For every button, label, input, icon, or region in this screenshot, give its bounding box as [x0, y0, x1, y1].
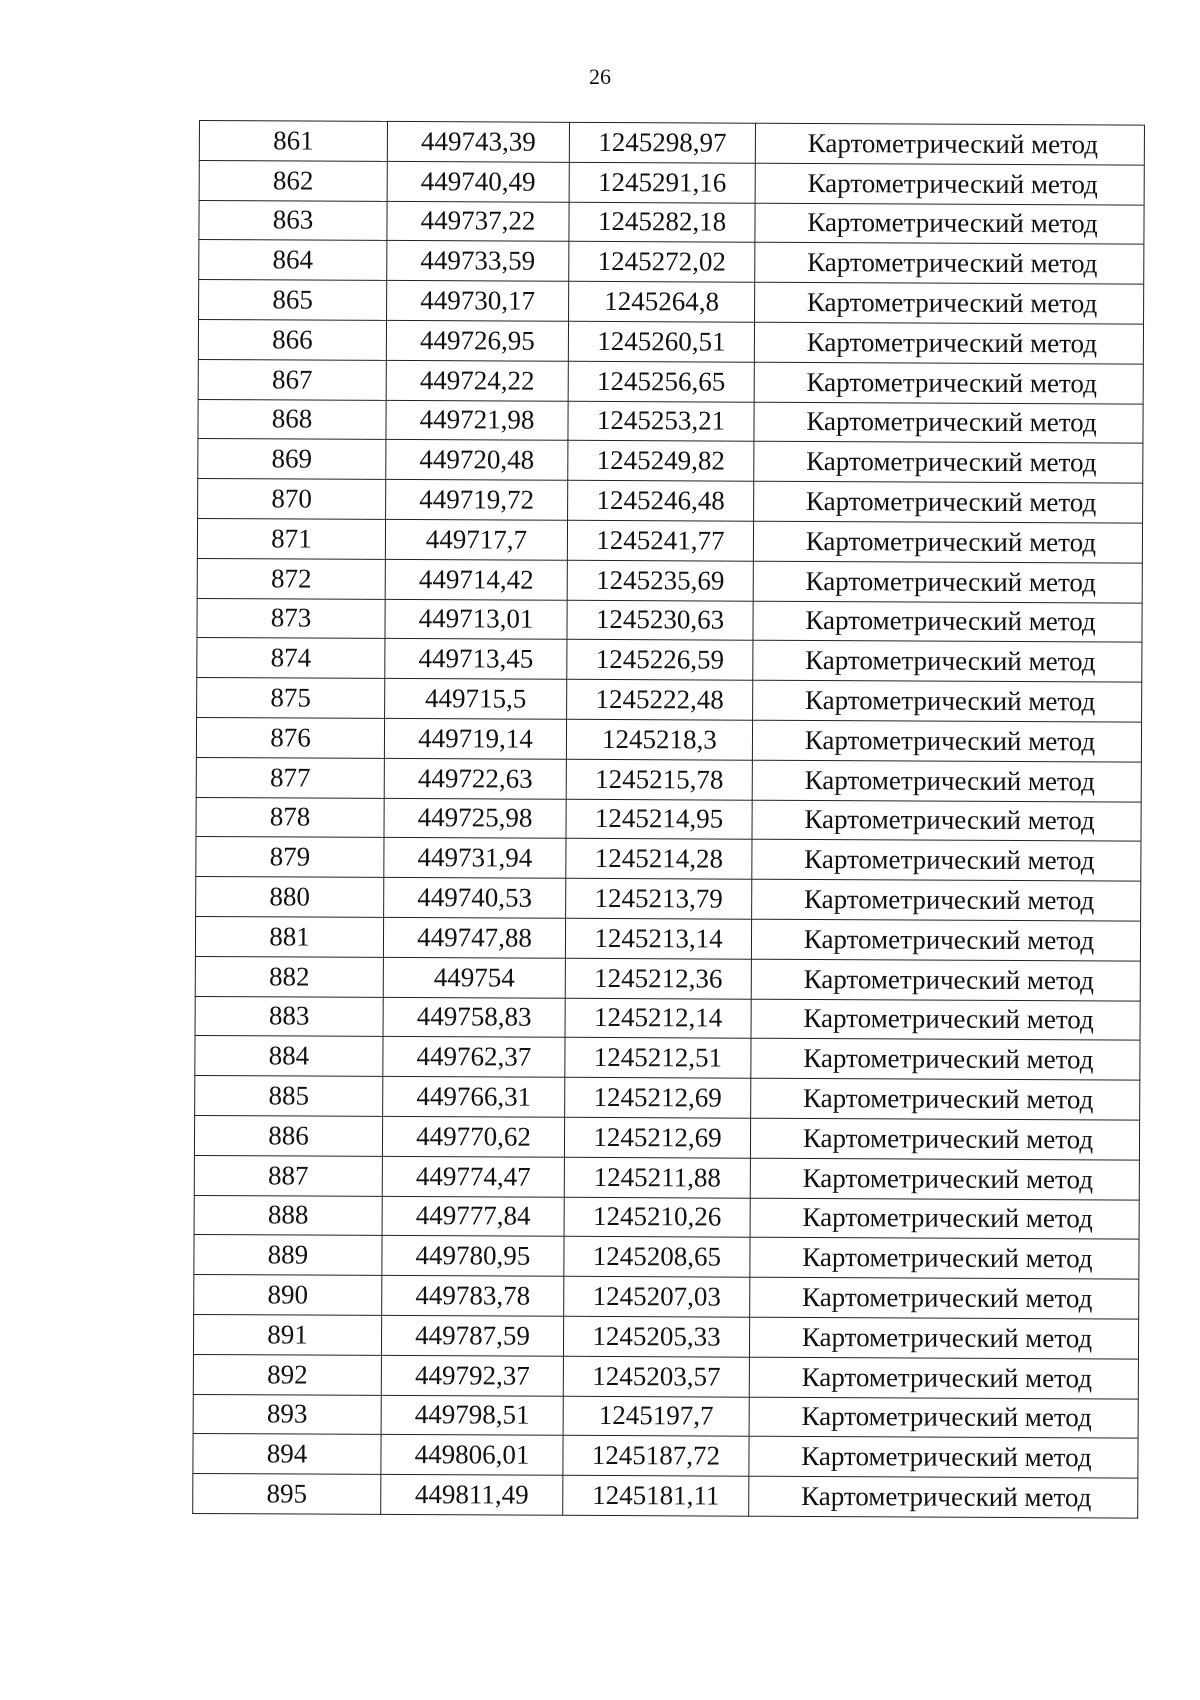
method-cell: Картометрический метод	[753, 680, 1142, 722]
point-number-cell: 872	[197, 558, 385, 599]
method-cell: Картометрический метод	[754, 481, 1143, 523]
y-coordinate-cell: 1245222,48	[567, 679, 753, 720]
point-number-cell: 870	[198, 479, 386, 520]
x-coordinate-cell: 449714,42	[385, 559, 567, 600]
x-coordinate-cell: 449766,31	[383, 1077, 565, 1118]
x-coordinate-cell: 449730,17	[387, 281, 569, 322]
point-number-cell: 883	[195, 996, 383, 1037]
point-number-cell: 891	[193, 1314, 381, 1355]
table-row	[198, 479, 1143, 523]
table-row	[195, 1036, 1140, 1080]
point-number-cell: 867	[198, 359, 386, 400]
table-row	[195, 956, 1140, 1000]
table-row	[199, 121, 1144, 165]
y-coordinate-cell: 1245211,88	[564, 1157, 750, 1198]
method-cell: Картометрический метод	[755, 243, 1144, 285]
point-number-cell: 868	[198, 399, 386, 440]
x-coordinate-cell: 449722,63	[384, 758, 566, 799]
x-coordinate-cell: 449740,53	[384, 878, 566, 919]
point-number-cell: 876	[196, 717, 384, 758]
x-coordinate-cell: 449770,62	[382, 1116, 564, 1157]
y-coordinate-cell: 1245181,11	[563, 1475, 749, 1516]
x-coordinate-cell: 449719,14	[384, 718, 566, 759]
y-coordinate-cell: 1245253,21	[568, 401, 754, 442]
point-number-cell: 871	[197, 518, 385, 559]
x-coordinate-cell: 449713,45	[385, 639, 567, 680]
page-number: 26	[589, 64, 611, 89]
table-row	[194, 1115, 1139, 1159]
table-row	[194, 1275, 1139, 1319]
x-coordinate-cell: 449720,48	[386, 440, 568, 481]
method-cell: Картометрический метод	[749, 1476, 1138, 1518]
method-cell: Картометрический метод	[750, 1158, 1139, 1200]
method-cell: Картометрический метод	[752, 800, 1141, 842]
point-number-cell: 869	[198, 439, 386, 480]
x-coordinate-cell: 449737,22	[387, 201, 569, 242]
x-coordinate-cell: 449733,59	[387, 241, 569, 282]
y-coordinate-cell: 1245272,02	[569, 242, 755, 283]
method-cell: Картометрический метод	[754, 402, 1143, 444]
table-row	[194, 1195, 1139, 1239]
y-coordinate-cell: 1245249,82	[568, 441, 754, 482]
point-number-cell: 862	[199, 160, 387, 201]
table-row	[194, 1235, 1139, 1279]
y-coordinate-cell: 1245197,7	[563, 1396, 749, 1437]
x-coordinate-cell: 449740,49	[387, 161, 569, 202]
coordinates-table	[192, 120, 1145, 1518]
method-cell: Картометрический метод	[753, 521, 1142, 563]
x-coordinate-cell: 449798,51	[381, 1395, 563, 1436]
table-row	[197, 598, 1142, 642]
coordinates-table-body	[193, 121, 1145, 1518]
y-coordinate-cell: 1245205,33	[563, 1316, 749, 1357]
x-coordinate-cell: 449726,95	[386, 320, 568, 361]
method-cell: Картометрический метод	[752, 840, 1141, 882]
method-cell: Картометрический метод	[750, 1118, 1139, 1160]
table-row	[193, 1314, 1138, 1358]
table-row	[199, 160, 1144, 204]
y-coordinate-cell: 1245212,69	[564, 1117, 750, 1158]
point-number-cell: 890	[194, 1275, 382, 1316]
table-row	[197, 678, 1142, 722]
x-coordinate-cell: 449780,95	[382, 1236, 564, 1277]
y-coordinate-cell: 1245214,28	[566, 839, 752, 880]
method-cell: Картометрический метод	[753, 641, 1142, 683]
method-cell: Картометрический метод	[754, 362, 1143, 404]
table-row	[199, 280, 1144, 324]
point-number-cell: 878	[196, 797, 384, 838]
table-row	[198, 399, 1143, 443]
table-row	[198, 359, 1143, 403]
table-row	[195, 916, 1140, 960]
x-coordinate-cell: 449806,01	[381, 1435, 563, 1476]
table-row	[196, 877, 1141, 921]
y-coordinate-cell: 1245282,18	[569, 202, 755, 243]
x-coordinate-cell: 449787,59	[381, 1315, 563, 1356]
method-cell: Картометрический метод	[752, 720, 1141, 762]
method-cell: Картометрический метод	[755, 163, 1144, 205]
x-coordinate-cell: 449719,72	[386, 480, 568, 521]
point-number-cell: 887	[194, 1155, 382, 1196]
y-coordinate-cell: 1245260,51	[568, 321, 754, 362]
point-number-cell: 880	[196, 877, 384, 918]
y-coordinate-cell: 1245218,3	[566, 719, 752, 760]
table-row	[196, 797, 1141, 841]
method-cell: Картометрический метод	[754, 322, 1143, 364]
table-row	[196, 837, 1141, 881]
x-coordinate-cell: 449743,39	[387, 121, 569, 162]
table-row	[195, 1076, 1140, 1120]
y-coordinate-cell: 1245212,69	[565, 1077, 751, 1118]
x-coordinate-cell: 449731,94	[384, 838, 566, 879]
table-row	[193, 1434, 1138, 1478]
y-coordinate-cell: 1245246,48	[568, 480, 754, 521]
y-coordinate-cell: 1245291,16	[569, 162, 755, 203]
y-coordinate-cell: 1245212,51	[565, 1038, 751, 1079]
table-row	[196, 717, 1141, 761]
point-number-cell: 863	[199, 200, 387, 241]
y-coordinate-cell: 1245226,59	[567, 640, 753, 681]
method-cell: Картометрический метод	[755, 123, 1144, 165]
point-number-cell: 889	[194, 1235, 382, 1276]
x-coordinate-cell: 449762,37	[383, 1037, 565, 1078]
y-coordinate-cell: 1245241,77	[567, 520, 753, 561]
point-number-cell: 894	[193, 1434, 381, 1475]
y-coordinate-cell: 1245212,14	[565, 998, 751, 1039]
y-coordinate-cell: 1245207,03	[564, 1276, 750, 1317]
point-number-cell: 882	[195, 956, 383, 997]
x-coordinate-cell: 449777,84	[382, 1196, 564, 1237]
y-coordinate-cell: 1245256,65	[568, 361, 754, 402]
x-coordinate-cell: 449754	[383, 957, 565, 998]
x-coordinate-cell: 449774,47	[382, 1156, 564, 1197]
method-cell: Картометрический метод	[750, 1238, 1139, 1280]
method-cell: Картометрический метод	[752, 760, 1141, 802]
y-coordinate-cell: 1245214,95	[566, 799, 752, 840]
point-number-cell: 866	[198, 319, 386, 360]
point-number-cell: 865	[199, 280, 387, 321]
x-coordinate-cell: 449724,22	[386, 360, 568, 401]
point-number-cell: 892	[193, 1354, 381, 1395]
method-cell: Картометрический метод	[754, 442, 1143, 484]
point-number-cell: 875	[197, 678, 385, 719]
y-coordinate-cell: 1245235,69	[567, 560, 753, 601]
point-number-cell: 873	[197, 598, 385, 639]
y-coordinate-cell: 1245213,14	[565, 918, 751, 959]
point-number-cell: 877	[196, 757, 384, 798]
table-row	[197, 558, 1142, 602]
method-cell: Картометрический метод	[751, 999, 1140, 1041]
y-coordinate-cell: 1245187,72	[563, 1436, 749, 1477]
table-row	[193, 1354, 1138, 1398]
y-coordinate-cell: 1245212,36	[565, 958, 751, 999]
table-row	[194, 1155, 1139, 1199]
point-number-cell: 881	[195, 916, 383, 957]
x-coordinate-cell: 449747,88	[383, 917, 565, 958]
table-row	[198, 319, 1143, 363]
x-coordinate-cell: 449783,78	[382, 1276, 564, 1317]
method-cell: Картометрический метод	[749, 1317, 1138, 1359]
table-row	[198, 439, 1143, 483]
x-coordinate-cell: 449725,98	[384, 798, 566, 839]
x-coordinate-cell: 449811,49	[381, 1474, 563, 1515]
y-coordinate-cell: 1245264,8	[569, 281, 755, 322]
point-number-cell: 893	[193, 1394, 381, 1435]
y-coordinate-cell: 1245208,65	[564, 1237, 750, 1278]
method-cell: Картометрический метод	[749, 1437, 1138, 1479]
x-coordinate-cell: 449715,5	[385, 679, 567, 720]
point-number-cell: 864	[199, 240, 387, 281]
y-coordinate-cell: 1245230,63	[567, 600, 753, 641]
method-cell: Картометрический метод	[749, 1397, 1138, 1439]
point-number-cell: 874	[197, 638, 385, 679]
method-cell: Картометрический метод	[749, 1357, 1138, 1399]
x-coordinate-cell: 449721,98	[386, 400, 568, 441]
table-row	[197, 518, 1142, 562]
table-row	[193, 1474, 1138, 1518]
method-cell: Картометрический метод	[750, 1277, 1139, 1319]
x-coordinate-cell: 449717,7	[385, 519, 567, 560]
point-number-cell: 886	[194, 1115, 382, 1156]
y-coordinate-cell: 1245203,57	[563, 1356, 749, 1397]
point-number-cell: 895	[193, 1474, 381, 1515]
method-cell: Картометрический метод	[750, 1198, 1139, 1240]
point-number-cell: 879	[196, 837, 384, 878]
method-cell: Картометрический метод	[752, 879, 1141, 921]
method-cell: Картометрический метод	[751, 959, 1140, 1001]
y-coordinate-cell: 1245213,79	[566, 878, 752, 919]
x-coordinate-cell: 449792,37	[381, 1355, 563, 1396]
point-number-cell: 888	[194, 1195, 382, 1236]
method-cell: Картометрический метод	[755, 282, 1144, 324]
y-coordinate-cell: 1245210,26	[564, 1197, 750, 1238]
method-cell: Картометрический метод	[755, 203, 1144, 245]
x-coordinate-cell: 449758,83	[383, 997, 565, 1038]
point-number-cell: 861	[199, 121, 387, 162]
point-number-cell: 885	[195, 1076, 383, 1117]
table-row	[195, 996, 1140, 1040]
method-cell: Картометрический метод	[753, 561, 1142, 603]
method-cell: Картометрический метод	[753, 601, 1142, 643]
y-coordinate-cell: 1245215,78	[566, 759, 752, 800]
method-cell: Картометрический метод	[751, 1039, 1140, 1081]
y-coordinate-cell: 1245298,97	[569, 122, 755, 163]
table-row	[197, 638, 1142, 682]
table-row	[196, 757, 1141, 801]
method-cell: Картометрический метод	[751, 1078, 1140, 1120]
point-number-cell: 884	[195, 1036, 383, 1077]
table-row	[199, 200, 1144, 244]
table-row	[199, 240, 1144, 284]
x-coordinate-cell: 449713,01	[385, 599, 567, 640]
method-cell: Картометрический метод	[751, 919, 1140, 961]
table-row	[193, 1394, 1138, 1438]
